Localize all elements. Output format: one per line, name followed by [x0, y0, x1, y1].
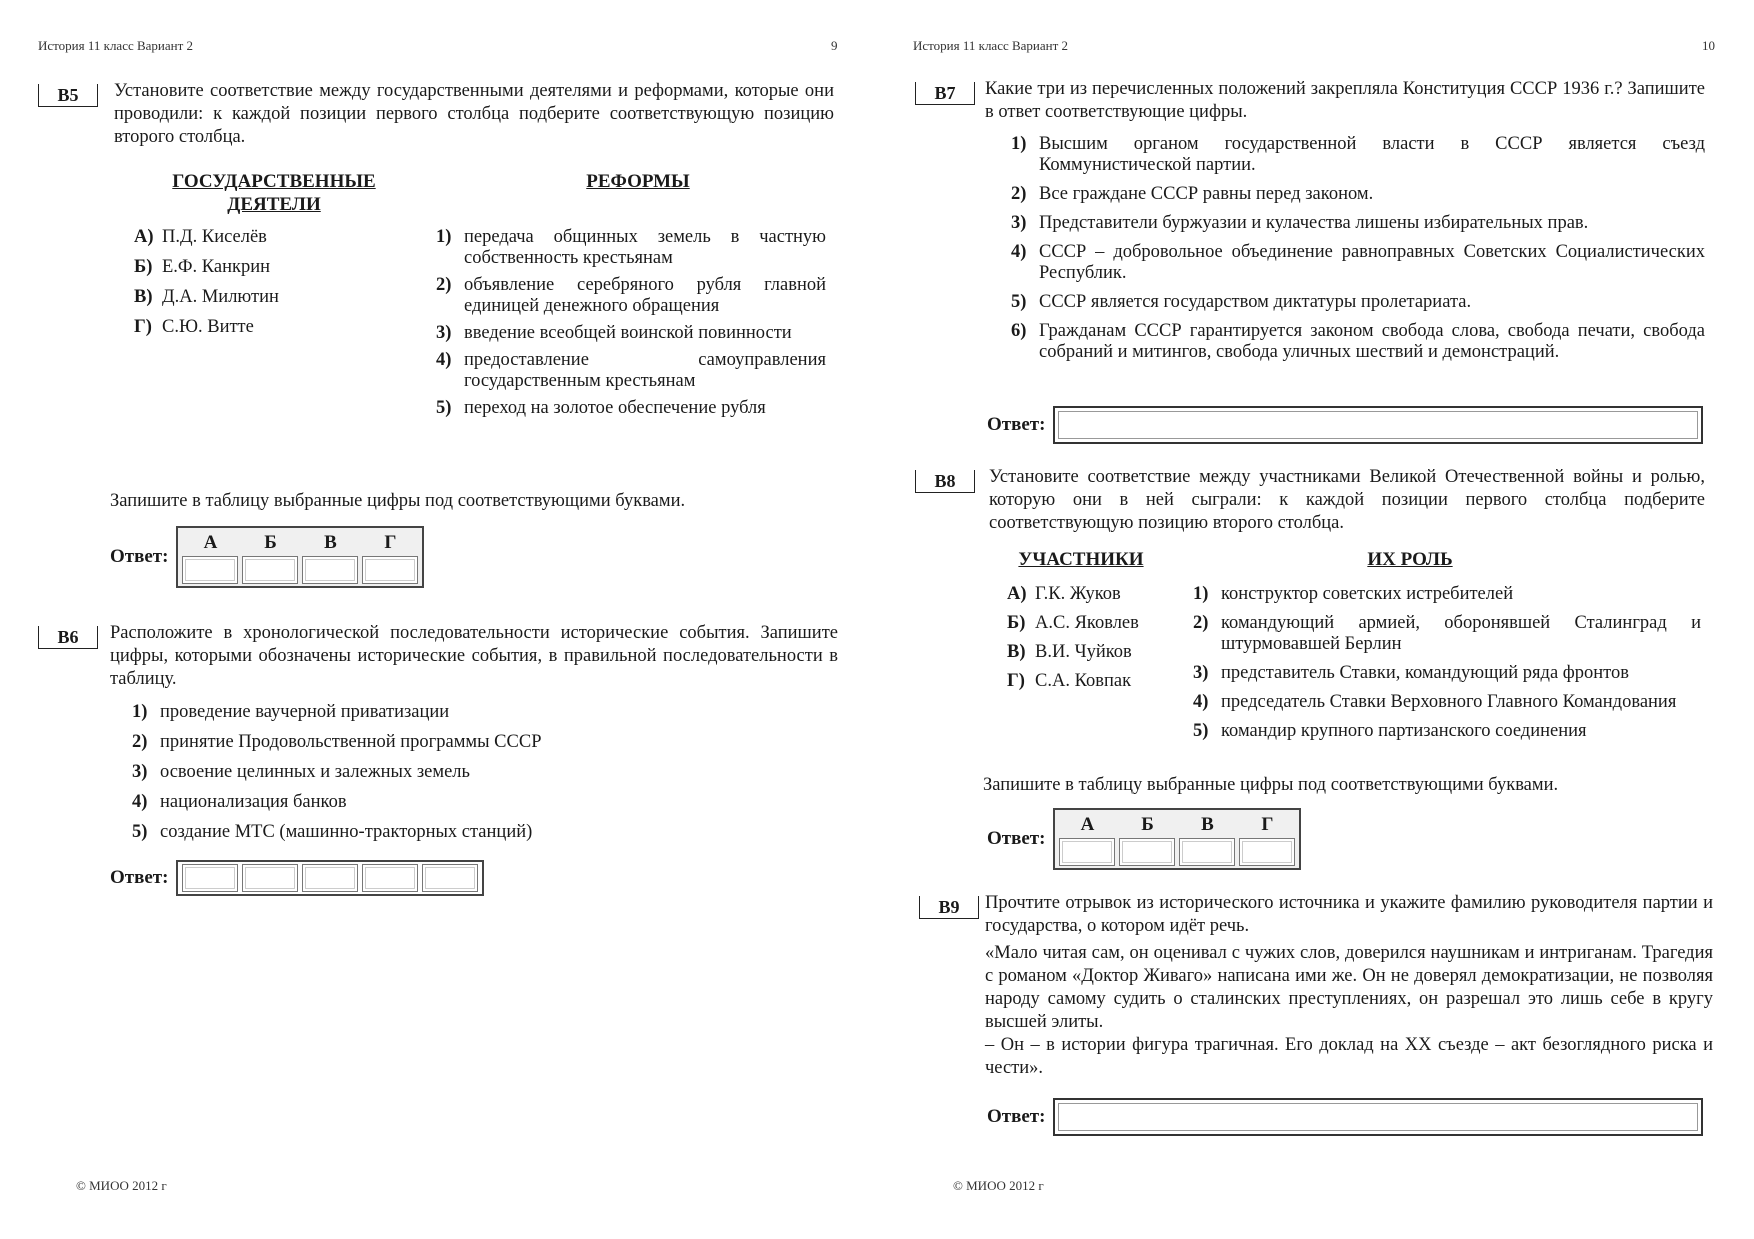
list-item: 1) проведение ваучерной приватизации [132, 702, 450, 722]
answer-grid [176, 526, 424, 588]
column-letter: В [1201, 814, 1214, 835]
list-item: Г) С.Ю. Витте [134, 317, 254, 337]
column-header-participants: УЧАСТНИКИ [1018, 549, 1144, 570]
task-b9 [919, 892, 1719, 1127]
answer-input[interactable] [1053, 406, 1703, 444]
answer-label: Ответ: [110, 546, 169, 567]
page-footer: © МИОО 2012 г [76, 1178, 167, 1193]
answer-cell-g[interactable] [1239, 838, 1295, 866]
answer-cell-g[interactable] [362, 556, 418, 584]
list-item: 1) передача общинных земель в частную собственность крестьянам [436, 227, 826, 268]
column-letter: А [1080, 814, 1095, 835]
list-item: 4) предоставление самоуправления государственным крестьянам [436, 350, 826, 391]
events-list [132, 702, 732, 852]
page-10 [877, 0, 1754, 1239]
answer-cell-a[interactable] [1059, 838, 1115, 866]
list-item: 3) введение всеобщей воинской повинности [436, 323, 792, 343]
list-item: 4) председатель Ставки Верховного Главного Командования [1193, 692, 1677, 712]
table-instruction: Запишите в таблицу выбранные цифры под соответствующими буквами. [983, 775, 1559, 795]
task-question: Прочтите отрывок из исторического источника и укажите фамилию руководителя партии и государства, о котором идёт речь. [985, 893, 1713, 936]
list-item: Б) Е.Ф. Канкрин [134, 257, 271, 277]
table-instruction: Запишите в таблицу выбранные цифры под соответствующими буквами. [110, 491, 686, 511]
list-item: Б) А.С. Яковлев [1007, 613, 1139, 633]
answer-cell-5[interactable] [422, 864, 478, 892]
task-tag-b7: B7 [915, 82, 975, 105]
column-letter: Б [264, 532, 277, 553]
page-number: 10 [1702, 38, 1715, 53]
column-header-statesmen: ГОСУДАРСТВЕННЫЕ ДЕЯТЕЛИ [172, 171, 376, 215]
list-item: 3) Представители буржуазии и кулачества лишены избирательных прав. [1011, 213, 1589, 233]
task-question: Установите соответствие между участниками Великой Отечественной войны и ролью, которую они в ней сыграли: к каждой позиции первого столбца подберите соответствующую позицию второго столбца. [989, 467, 1705, 533]
answer-row [110, 526, 424, 588]
column-header-roles: ИХ РОЛЬ [1367, 549, 1453, 570]
list-item: 1) Высшим органом государственной власти в СССР является съезд Коммунистической партии. [1011, 134, 1705, 175]
list-item: В) В.И. Чуйков [1007, 642, 1132, 662]
task-tag-b8: B8 [915, 470, 975, 493]
answer-cell-v[interactable] [302, 556, 358, 584]
task-b5 [38, 80, 838, 567]
answer-input[interactable] [1053, 1098, 1703, 1136]
list-item: 5) СССР является государством диктатуры пролетариата. [1011, 292, 1472, 312]
task-question: Расположите в хронологической последовательности исторические события. Запишите цифры, которыми обозначены исторические события, в правильной последовательности в таблицу. [110, 623, 838, 689]
answer-cell-3[interactable] [302, 864, 358, 892]
answer-row [987, 406, 1703, 444]
task-b6 [38, 622, 838, 888]
list-item: 5) командир крупного партизанского соединения [1193, 721, 1587, 741]
task-question: Установите соответствие между государственными деятелями и реформами, которые они проводили: к каждой позиции первого столбца подберите соответствующую позицию второго столбца. [114, 81, 834, 147]
column-letter: Б [1141, 814, 1154, 835]
task-tag-b5: B5 [38, 84, 98, 107]
source-quote-paragraph: – Он – в истории фигура трагичная. Его доклад на XX съезде – акт безоглядного риска и чести». [985, 1035, 1713, 1078]
column-header-reforms: РЕФОРМЫ [586, 171, 690, 192]
page-number: 9 [831, 38, 838, 53]
answer-label: Ответ: [987, 1106, 1046, 1127]
task-question: Какие три из перечисленных положений закрепляла Конституция СССР 1936 г.? Запишите в ответ соответствующие цифры. [985, 79, 1705, 122]
answer-grid [176, 860, 484, 896]
column-letter: Г [1261, 814, 1274, 835]
answer-label: Ответ: [110, 867, 169, 888]
answer-label: Ответ: [987, 828, 1046, 849]
page-footer: © МИОО 2012 г [953, 1178, 1044, 1193]
answer-cell-b[interactable] [1119, 838, 1175, 866]
list-item: 2) командующий армией, оборонявшей Сталинград и штурмовавшей Берлин [1193, 613, 1701, 654]
task-b7 [915, 78, 1715, 435]
list-item: 4) СССР – добровольное объединение равноправных Советских Социалистических Республик. [1011, 242, 1705, 283]
roles-list [1193, 584, 1701, 750]
column-letter: А [203, 532, 218, 553]
task-b8 [915, 466, 1715, 849]
list-item: 5) создание МТС (машинно-тракторных станций) [132, 822, 533, 842]
provisions-list [1011, 134, 1705, 371]
list-item: 4) национализация банков [132, 792, 347, 812]
answer-row [110, 860, 484, 896]
list-item: 2) принятие Продовольственной программы СССР [132, 732, 542, 752]
answer-cell-4[interactable] [362, 864, 418, 892]
source-quote-paragraph: «Мало читая сам, он оценивал с чужих слов, доверился наушникам и интриганам. Трагедия с романом «Доктор Живаго» написана ими же. Он не доверял демократизации, не позволяя народу самому судить о сталинских преступлениях, он разрешал это лишь себе в кругу высшей элиты. [985, 943, 1713, 1032]
task-tag-b9: B9 [919, 896, 979, 919]
list-item: 5) переход на золотое обеспечение рубля [436, 398, 766, 418]
persons-list [134, 227, 334, 347]
list-item: 2) объявление серебряного рубля главной единицей денежного обращения [436, 275, 826, 316]
answer-cell-b[interactable] [242, 556, 298, 584]
list-item: 6) Гражданам СССР гарантируется законом свобода слова, свобода печати, свобода собраний и митингов, свобода уличных шествий и демонстраций. [1011, 321, 1705, 362]
answer-row [987, 808, 1301, 870]
column-letter: В [324, 532, 337, 553]
answer-cell-1[interactable] [182, 864, 238, 892]
answer-cell-v[interactable] [1179, 838, 1235, 866]
list-item: 1) конструктор советских истребителей [1193, 584, 1514, 604]
participants-list [1007, 584, 1177, 700]
list-item: 3) освоение целинных и залежных земель [132, 762, 470, 782]
list-item: Г) С.А. Ковпак [1007, 671, 1132, 691]
answer-row [987, 1098, 1703, 1136]
list-item: 2) Все граждане СССР равны перед законом. [1011, 184, 1374, 204]
list-item: 3) представитель Ставки, командующий ряда фронтов [1193, 663, 1629, 683]
page-header: История 11 класс Вариант 2 [38, 38, 194, 53]
answer-label: Ответ: [987, 414, 1046, 435]
answer-cell-a[interactable] [182, 556, 238, 584]
answer-grid [1053, 808, 1301, 870]
column-letter: Г [384, 532, 397, 553]
answer-cell-2[interactable] [242, 864, 298, 892]
page-header: История 11 класс Вариант 2 [913, 38, 1069, 53]
list-item: В) Д.А. Милютин [134, 287, 279, 307]
reforms-list [436, 227, 826, 425]
list-item: А) П.Д. Киселёв [134, 227, 267, 247]
task-tag-b6: B6 [38, 626, 98, 649]
list-item: А) Г.К. Жуков [1007, 584, 1121, 604]
